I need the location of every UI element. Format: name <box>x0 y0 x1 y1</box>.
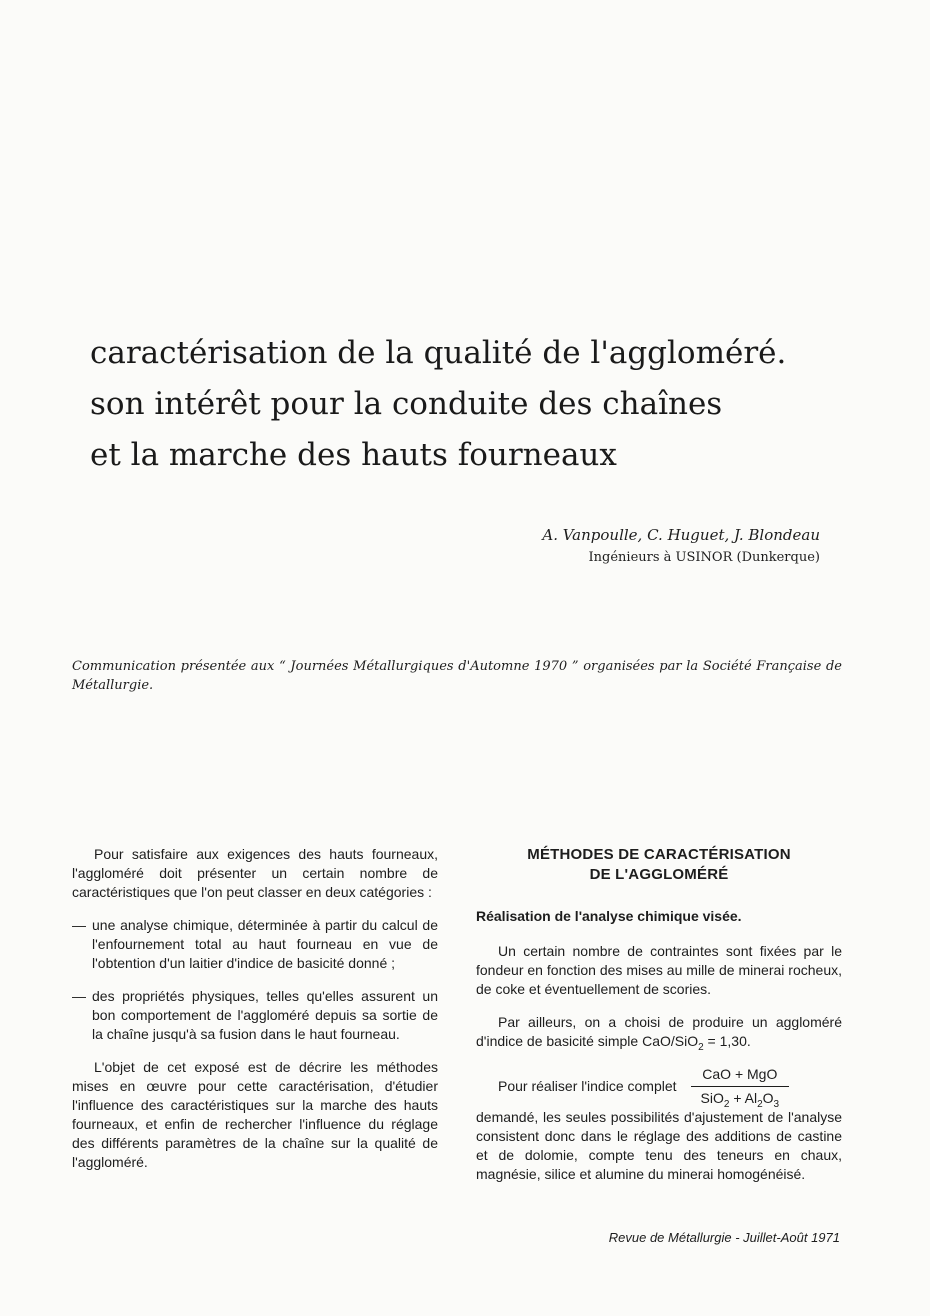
section-heading-line-2: DE L'AGGLOMÉRÉ <box>589 866 729 883</box>
section-heading-line-1: MÉTHODES DE CARACTÉRISATION <box>527 846 791 863</box>
dash-bullet: — <box>72 988 86 1004</box>
affiliation: Ingénieurs à USINOR (Dunkerque) <box>588 550 820 565</box>
fraction-numerator: CaO + MgO <box>702 1066 778 1082</box>
dash-bullet: — <box>72 917 86 933</box>
fraction-denominator <box>691 1086 790 1108</box>
title-line-3: et la marche des hauts fourneaux <box>90 437 617 473</box>
objective-paragraph: L'objet de cet exposé est de décrire les méthodes mises en œuvre pour cette caractérisation, d'étudier l'influence des caractéristiques sur la marche des hauts fourneaux, et enfin de rechercher l'influence du réglage des différents paramètres de la chaîne sur la qualité de l'aggloméré. <box>72 1059 438 1170</box>
denominator-subscript-3: 3 <box>773 1098 780 1110</box>
communication-note: Communication présentée aux “ Journées Métallurgiques d'Automne 1970 ” organisées par la Société Française de Métallurgie. <box>72 659 842 693</box>
article-title <box>90 328 870 481</box>
formula-lead-text: Pour réaliser l'indice complet <box>498 1078 677 1094</box>
subheading: Réalisation de l'analyse chimique visée. <box>476 908 742 924</box>
list-item <box>72 987 438 1044</box>
denominator-subscript-1: 2 <box>723 1098 730 1110</box>
journal-footer: Revue de Métallurgie - Juillet-Août 1971 <box>608 1230 840 1245</box>
title-line-2: son intérêt pour la conduite des chaînes <box>90 386 723 422</box>
section-heading <box>476 845 842 885</box>
basicity-text: Par ailleurs, on a choisi de produire un aggloméré d'indice de basicité simple CaO/SiO <box>476 1014 842 1049</box>
basicity-value: = 1,30. <box>703 1033 751 1049</box>
list-item <box>72 916 438 973</box>
continued-paragraph: demandé, les seules possibilités d'ajustement de l'analyse consistent donc dans le réglage des additions de castine et de dolomie, compte tenu des teneurs en chaux, magnésie, silice et alumine du minerai homogénéisé. <box>476 1109 842 1182</box>
basicity-paragraph <box>476 1013 842 1051</box>
right-column <box>476 845 842 1184</box>
list-item-text: des propriétés physiques, telles qu'elles assurent un bon comportement de l'aggloméré depuis sa sortie de la chaîne jusqu'à sa fusion dans le haut fourneau. <box>92 988 438 1042</box>
denominator-sio: SiO <box>700 1090 724 1106</box>
denominator-al: + Al <box>729 1090 758 1106</box>
formula-row <box>476 1065 842 1108</box>
authors: A. Vanpoulle, C. Huguet, J. Blondeau <box>542 526 820 544</box>
intro-paragraph: Pour satisfaire aux exigences des hauts fourneaux, l'aggloméré doit présenter un certain nombre de caractéristiques que l'on peut classer en deux catégories : <box>72 846 438 900</box>
left-column <box>72 845 438 1186</box>
basicity-fraction <box>691 1065 790 1108</box>
denominator-o: O <box>762 1090 774 1106</box>
title-line-1: caractérisation de la qualité de l'aggloméré. <box>90 335 787 371</box>
denominator-subscript-2: 2 <box>757 1098 763 1110</box>
constraints-paragraph: Un certain nombre de contraintes sont fixées par le fondeur en fonction des mises au mille de minerai rocheux, de coke et éventuellement de scories. <box>476 943 842 997</box>
basicity-subscript: 2 <box>698 1041 704 1053</box>
list-item-text: une analyse chimique, déterminée à partir du calcul de l'enfournement total au haut fourneau en vue de l'obtention d'un laitier d'indice de basicité donné ; <box>92 917 438 971</box>
